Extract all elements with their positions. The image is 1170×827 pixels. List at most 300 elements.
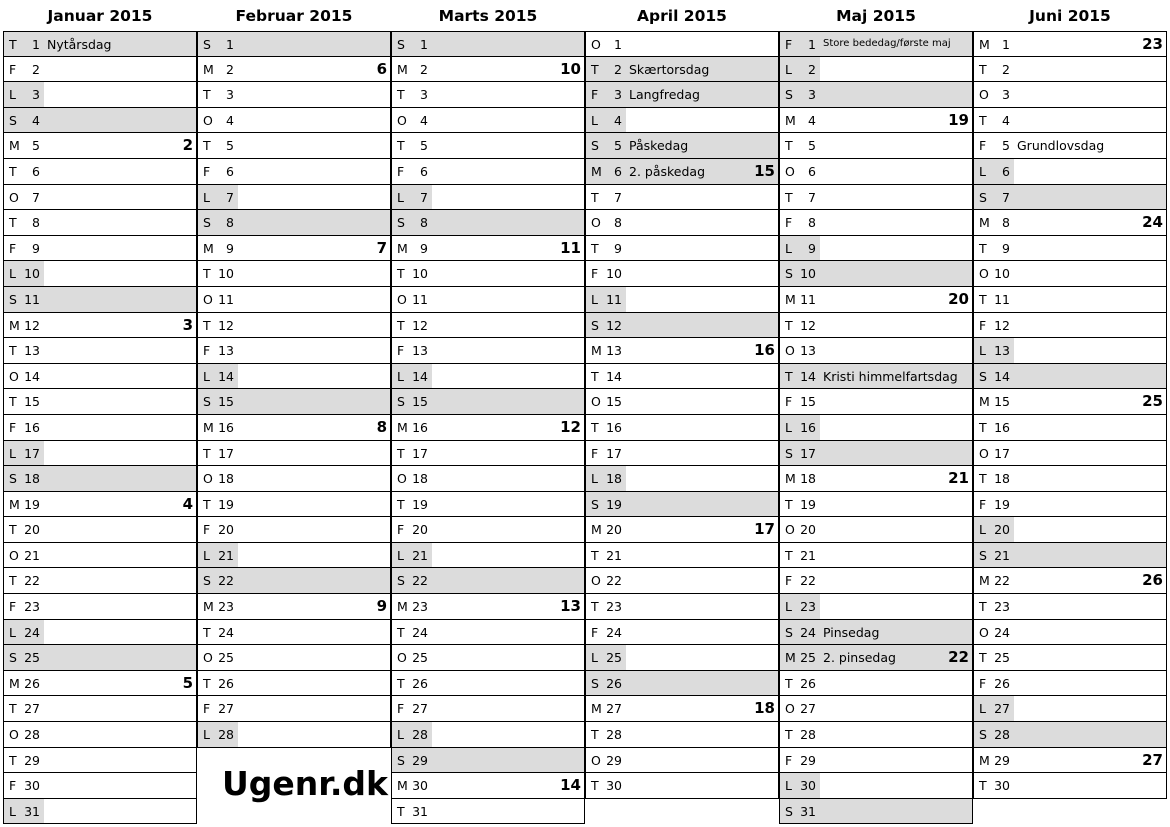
day-number: 1 — [808, 37, 816, 52]
day-row[interactable] — [391, 287, 585, 313]
weekday-letter: S — [9, 650, 17, 666]
weekday-letter: O — [397, 291, 407, 307]
day-row[interactable] — [3, 108, 197, 134]
day-row[interactable] — [197, 313, 391, 339]
day-row[interactable] — [585, 415, 779, 441]
day-row[interactable] — [779, 620, 973, 646]
weekday-letter: F — [203, 343, 211, 359]
day-number: 16 — [24, 419, 40, 435]
day-number: 26 — [218, 675, 234, 691]
weekday-letter: T — [979, 471, 987, 487]
day-row[interactable] — [973, 261, 1167, 287]
day-row[interactable] — [585, 159, 779, 185]
day-row[interactable] — [197, 415, 391, 441]
day-number: 19 — [800, 496, 816, 512]
weekday-letter: L — [9, 266, 16, 282]
day-row[interactable] — [197, 568, 391, 594]
weekday-letter: F — [591, 445, 599, 461]
day-row[interactable] — [3, 568, 197, 594]
weekday-letter: S — [785, 624, 793, 640]
day-row[interactable] — [779, 517, 973, 543]
week-number: 15 — [754, 161, 775, 180]
day-row[interactable] — [779, 210, 973, 236]
day-number: 17 — [412, 445, 428, 461]
day-row[interactable] — [3, 671, 197, 697]
day-row[interactable] — [973, 159, 1167, 185]
weekday-letter: T — [397, 266, 405, 282]
day-row[interactable] — [197, 645, 391, 671]
day-row[interactable] — [585, 389, 779, 415]
day-row[interactable] — [585, 108, 779, 134]
day-number: 22 — [994, 573, 1010, 589]
day-row[interactable] — [391, 82, 585, 108]
day-row[interactable] — [779, 492, 973, 518]
day-number: 9 — [614, 240, 622, 256]
day-row[interactable] — [973, 364, 1167, 390]
weekday-letter: T — [9, 701, 17, 717]
weekday-letter: S — [397, 394, 405, 410]
day-number: 22 — [800, 573, 816, 589]
day-row[interactable] — [391, 722, 585, 748]
weekday-letter: O — [397, 471, 407, 487]
week-number: 10 — [560, 59, 581, 78]
day-row[interactable] — [391, 261, 585, 287]
day-row[interactable] — [973, 594, 1167, 620]
day-number: 18 — [24, 471, 40, 487]
day-row[interactable] — [779, 236, 973, 262]
day-number: 13 — [412, 343, 428, 359]
day-row[interactable] — [391, 210, 585, 236]
day-number: 10 — [24, 266, 40, 282]
day-row[interactable] — [585, 236, 779, 262]
day-number: 5 — [32, 138, 40, 154]
day-number: 5 — [1002, 138, 1010, 154]
weekday-letter: L — [203, 189, 210, 205]
day-row[interactable] — [3, 159, 197, 185]
day-row[interactable] — [779, 773, 973, 799]
day-row[interactable] — [779, 799, 973, 825]
weekday-letter: L — [9, 445, 16, 461]
week-number: 13 — [560, 597, 581, 616]
day-row[interactable] — [585, 568, 779, 594]
day-row[interactable] — [3, 236, 197, 262]
day-row[interactable] — [391, 543, 585, 569]
day-row[interactable] — [197, 287, 391, 313]
day-number: 28 — [218, 727, 234, 743]
day-number: 7 — [1002, 189, 1010, 205]
weekday-letter: T — [979, 778, 987, 794]
day-number: 12 — [218, 317, 234, 333]
day-number: 17 — [994, 445, 1010, 461]
day-row[interactable] — [391, 185, 585, 211]
day-row[interactable] — [779, 722, 973, 748]
day-row[interactable] — [779, 159, 973, 185]
day-number: 8 — [226, 215, 234, 231]
day-row[interactable] — [3, 133, 197, 159]
weekday-letter: T — [397, 624, 405, 640]
weekday-letter: S — [397, 752, 405, 768]
weekday-letter: O — [591, 752, 601, 768]
day-row[interactable] — [3, 57, 197, 83]
day-row[interactable] — [391, 236, 585, 262]
day-number: 12 — [24, 317, 40, 333]
day-row[interactable] — [197, 620, 391, 646]
day-row[interactable] — [973, 773, 1167, 799]
day-row[interactable] — [197, 261, 391, 287]
weekday-letter: T — [397, 496, 405, 512]
day-row[interactable] — [391, 594, 585, 620]
day-row[interactable] — [197, 108, 391, 134]
day-row[interactable] — [197, 389, 391, 415]
weekday-letter: O — [591, 37, 601, 52]
day-number: 26 — [24, 675, 40, 691]
day-row[interactable] — [973, 57, 1167, 83]
day-number: 25 — [800, 650, 816, 666]
day-number: 2 — [1002, 61, 1010, 77]
day-row[interactable] — [391, 492, 585, 518]
day-row[interactable] — [973, 466, 1167, 492]
day-row[interactable] — [585, 364, 779, 390]
day-row[interactable] — [585, 31, 779, 57]
day-row[interactable] — [3, 799, 197, 825]
day-row[interactable] — [197, 364, 391, 390]
month-title: Februar 2015 — [235, 7, 353, 25]
day-row[interactable] — [779, 82, 973, 108]
day-row[interactable] — [973, 492, 1167, 518]
weekday-letter: T — [203, 138, 211, 154]
day-row[interactable] — [973, 722, 1167, 748]
day-number: 16 — [218, 419, 234, 435]
day-number: 12 — [994, 317, 1010, 333]
day-number: 16 — [412, 419, 428, 435]
day-row[interactable] — [973, 31, 1167, 57]
day-row[interactable] — [973, 313, 1167, 339]
day-row[interactable] — [779, 568, 973, 594]
day-row[interactable] — [197, 210, 391, 236]
weekday-letter: O — [785, 701, 795, 717]
weekday-letter: F — [785, 394, 793, 410]
day-row[interactable] — [3, 620, 197, 646]
weekday-letter: O — [979, 624, 989, 640]
day-number: 13 — [218, 343, 234, 359]
day-row[interactable] — [197, 696, 391, 722]
day-row[interactable] — [973, 133, 1167, 159]
weekday-letter: T — [9, 573, 17, 589]
day-number: 29 — [412, 752, 428, 768]
day-row[interactable] — [3, 466, 197, 492]
day-row[interactable] — [3, 31, 197, 57]
day-row[interactable] — [391, 133, 585, 159]
day-row[interactable] — [585, 338, 779, 364]
day-row[interactable] — [3, 261, 197, 287]
day-row[interactable] — [3, 338, 197, 364]
day-row[interactable] — [779, 338, 973, 364]
day-row[interactable] — [585, 133, 779, 159]
day-row[interactable] — [585, 466, 779, 492]
day-row[interactable] — [197, 236, 391, 262]
weekday-letter: L — [785, 778, 792, 794]
day-row[interactable] — [391, 31, 585, 57]
day-row[interactable] — [197, 492, 391, 518]
day-number: 12 — [606, 317, 622, 333]
weekday-letter: F — [979, 675, 987, 691]
day-row[interactable] — [585, 57, 779, 83]
day-row[interactable] — [585, 441, 779, 467]
month-column — [197, 0, 391, 748]
day-row[interactable] — [585, 492, 779, 518]
weekday-letter: M — [785, 291, 796, 307]
week-number: 8 — [376, 417, 387, 436]
day-row[interactable] — [197, 671, 391, 697]
day-row[interactable] — [3, 82, 197, 108]
day-row[interactable] — [585, 185, 779, 211]
day-row[interactable] — [779, 645, 973, 671]
day-row[interactable] — [391, 645, 585, 671]
week-number: 14 — [560, 776, 581, 795]
weekday-letter: F — [591, 266, 599, 282]
day-row[interactable] — [779, 108, 973, 134]
day-number: 26 — [606, 675, 622, 691]
day-row[interactable] — [779, 389, 973, 415]
day-row[interactable] — [3, 773, 197, 799]
day-row[interactable] — [3, 185, 197, 211]
day-row[interactable] — [585, 287, 779, 313]
holiday-name: Kristi himmelfartsdag — [823, 368, 958, 384]
day-number: 24 — [412, 624, 428, 640]
day-row[interactable] — [391, 517, 585, 543]
day-row[interactable] — [585, 82, 779, 108]
day-row[interactable] — [3, 389, 197, 415]
month-column — [779, 0, 973, 824]
weekday-letter: T — [785, 547, 793, 563]
day-row[interactable] — [3, 287, 197, 313]
day-row[interactable] — [779, 671, 973, 697]
day-row[interactable] — [391, 466, 585, 492]
day-row[interactable] — [779, 543, 973, 569]
weekday-letter: S — [979, 189, 987, 205]
day-number: 15 — [218, 394, 234, 410]
day-row[interactable] — [197, 338, 391, 364]
day-row[interactable] — [3, 722, 197, 748]
day-row[interactable] — [3, 748, 197, 774]
day-row[interactable] — [391, 159, 585, 185]
day-row[interactable] — [391, 441, 585, 467]
day-row[interactable] — [585, 671, 779, 697]
day-row[interactable] — [3, 696, 197, 722]
holiday-name: 2. påskedag — [629, 163, 706, 179]
day-number: 3 — [420, 87, 428, 103]
day-row[interactable] — [3, 594, 197, 620]
day-number: 19 — [606, 496, 622, 512]
weekday-letter: L — [397, 547, 404, 563]
week-number: 22 — [948, 648, 969, 667]
day-row[interactable] — [779, 696, 973, 722]
day-row[interactable] — [585, 313, 779, 339]
holiday-name: Pinsedag — [823, 624, 880, 640]
day-row[interactable] — [391, 620, 585, 646]
day-row[interactable] — [3, 543, 197, 569]
day-row[interactable] — [585, 773, 779, 799]
day-row[interactable] — [391, 671, 585, 697]
day-row[interactable] — [973, 210, 1167, 236]
day-number: 5 — [614, 138, 622, 154]
day-row[interactable] — [391, 773, 585, 799]
day-row[interactable] — [973, 82, 1167, 108]
day-number: 11 — [994, 291, 1010, 307]
day-row[interactable] — [391, 748, 585, 774]
day-row[interactable] — [197, 159, 391, 185]
day-number: 14 — [412, 368, 428, 384]
day-row[interactable] — [197, 594, 391, 620]
day-row[interactable] — [973, 517, 1167, 543]
weekday-letter: T — [591, 368, 599, 384]
weekday-letter: L — [591, 650, 598, 666]
weekday-letter: T — [979, 112, 987, 128]
day-row[interactable] — [779, 748, 973, 774]
day-row[interactable] — [779, 133, 973, 159]
day-row[interactable] — [3, 210, 197, 236]
weekday-letter: O — [203, 650, 213, 666]
day-row[interactable] — [973, 441, 1167, 467]
day-row[interactable] — [779, 31, 973, 57]
day-number: 20 — [218, 522, 234, 538]
month-title: Maj 2015 — [836, 7, 916, 25]
day-number: 23 — [800, 599, 816, 615]
weekday-letter: T — [591, 599, 599, 615]
day-row[interactable] — [391, 415, 585, 441]
day-number: 28 — [994, 727, 1010, 743]
weekday-letter: M — [203, 61, 214, 77]
day-row[interactable] — [973, 185, 1167, 211]
day-number: 18 — [800, 471, 816, 487]
day-number: 10 — [412, 266, 428, 282]
day-number: 17 — [800, 445, 816, 461]
day-number: 6 — [420, 163, 428, 179]
day-number: 19 — [994, 496, 1010, 512]
day-row[interactable] — [973, 696, 1167, 722]
day-row[interactable] — [779, 466, 973, 492]
day-row[interactable] — [197, 185, 391, 211]
day-row[interactable] — [585, 210, 779, 236]
weekday-letter: F — [9, 240, 17, 256]
day-row[interactable] — [973, 671, 1167, 697]
day-row[interactable] — [779, 313, 973, 339]
day-number: 16 — [800, 419, 816, 435]
day-row[interactable] — [197, 133, 391, 159]
weekday-letter: L — [397, 727, 404, 743]
day-row[interactable] — [197, 57, 391, 83]
weekday-letter: F — [979, 138, 987, 154]
weekday-letter: L — [203, 727, 210, 743]
day-row[interactable] — [585, 620, 779, 646]
day-row[interactable] — [391, 338, 585, 364]
weekday-letter: T — [785, 496, 793, 512]
day-row[interactable] — [197, 441, 391, 467]
day-row[interactable] — [973, 236, 1167, 262]
weekday-letter: F — [785, 573, 793, 589]
day-row[interactable] — [585, 594, 779, 620]
day-row[interactable] — [585, 722, 779, 748]
day-row[interactable] — [973, 620, 1167, 646]
day-row[interactable] — [779, 594, 973, 620]
day-row[interactable] — [197, 466, 391, 492]
day-row[interactable] — [391, 57, 585, 83]
day-row[interactable] — [197, 82, 391, 108]
day-number: 14 — [606, 368, 622, 384]
week-number: 11 — [560, 238, 581, 257]
day-row[interactable] — [585, 645, 779, 671]
day-row[interactable] — [391, 799, 585, 825]
weekday-letter: S — [397, 573, 405, 589]
day-row[interactable] — [973, 645, 1167, 671]
day-row[interactable] — [3, 364, 197, 390]
day-row[interactable] — [585, 696, 779, 722]
day-row[interactable] — [973, 543, 1167, 569]
weekday-letter: T — [9, 522, 17, 538]
day-row[interactable] — [779, 364, 973, 390]
day-number: 27 — [24, 701, 40, 717]
day-row[interactable] — [779, 185, 973, 211]
day-row[interactable] — [585, 748, 779, 774]
day-row[interactable] — [391, 108, 585, 134]
day-row[interactable] — [779, 287, 973, 313]
day-row[interactable] — [3, 441, 197, 467]
day-number: 2 — [32, 61, 40, 77]
day-row[interactable] — [3, 645, 197, 671]
day-row[interactable] — [779, 415, 973, 441]
day-row[interactable] — [585, 543, 779, 569]
brand-logo[interactable]: Ugenr.dk — [222, 764, 388, 803]
weekday-letter: F — [785, 37, 793, 52]
day-row[interactable] — [391, 389, 585, 415]
day-row[interactable] — [391, 568, 585, 594]
day-row[interactable] — [391, 696, 585, 722]
day-row[interactable] — [973, 287, 1167, 313]
day-number: 23 — [412, 599, 428, 615]
day-row[interactable] — [779, 261, 973, 287]
day-number: 15 — [994, 394, 1010, 410]
day-row[interactable] — [3, 415, 197, 441]
weekday-letter: T — [397, 317, 405, 333]
day-row[interactable] — [779, 441, 973, 467]
day-row[interactable] — [391, 364, 585, 390]
day-row[interactable] — [3, 517, 197, 543]
day-row[interactable] — [973, 748, 1167, 774]
day-row[interactable] — [197, 543, 391, 569]
day-number: 10 — [800, 266, 816, 282]
day-row[interactable] — [3, 313, 197, 339]
day-row[interactable] — [3, 492, 197, 518]
weekday-letter: S — [979, 727, 987, 743]
day-row[interactable] — [973, 108, 1167, 134]
day-row[interactable] — [973, 389, 1167, 415]
day-row[interactable] — [973, 415, 1167, 441]
day-row[interactable] — [779, 57, 973, 83]
day-row[interactable] — [973, 338, 1167, 364]
day-row[interactable] — [585, 517, 779, 543]
day-number: 23 — [606, 599, 622, 615]
day-row[interactable] — [585, 261, 779, 287]
day-number: 7 — [420, 189, 428, 205]
day-row[interactable] — [197, 517, 391, 543]
day-number: 30 — [800, 778, 816, 794]
day-row[interactable] — [391, 313, 585, 339]
day-row[interactable] — [197, 31, 391, 57]
day-row[interactable] — [973, 568, 1167, 594]
weekday-letter: L — [591, 471, 598, 487]
day-row[interactable] — [197, 722, 391, 748]
weekday-letter: M — [203, 240, 214, 256]
